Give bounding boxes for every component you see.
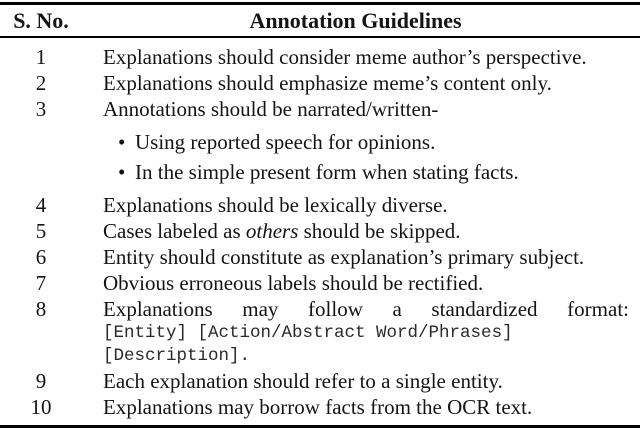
row-number: 7 <box>35 271 47 295</box>
table-row <box>0 44 640 70</box>
table-header-row <box>0 5 640 36</box>
header-guidelines: Annotation Guidelines <box>249 8 462 33</box>
bullet-icon: • <box>118 130 126 154</box>
row-number: 5 <box>35 219 47 243</box>
guideline-text: Each explanation should refer to a single entity. <box>103 369 503 393</box>
row-number: 1 <box>35 45 47 69</box>
table-body <box>0 38 640 425</box>
table-row <box>0 394 640 420</box>
bullet-text: In the simple present form when stating facts. <box>135 160 519 184</box>
guideline-text <box>82 96 640 192</box>
bullet-icon: • <box>118 160 126 184</box>
row-number: 10 <box>30 395 52 419</box>
guideline-text: Explanations may borrow facts from the OCR text. <box>103 395 533 419</box>
row-number: 8 <box>35 297 47 321</box>
guideline-text-line: Explanations may follow a standardized format: <box>103 297 629 321</box>
guideline-text-prefix: Cases labeled as <box>103 219 246 243</box>
row-number: 4 <box>35 193 47 217</box>
guideline-text: Explanations should emphasize meme’s content only. <box>103 71 552 95</box>
table-row <box>0 368 640 394</box>
table-row <box>0 296 640 368</box>
row-number: 2 <box>35 71 47 95</box>
bullet-item <box>103 159 629 185</box>
header-sno: S. No. <box>13 8 69 33</box>
bullet-item <box>103 129 629 155</box>
guideline-text: Obvious erroneous labels should be rectified. <box>103 271 484 295</box>
table-row <box>0 70 640 96</box>
table-row <box>0 244 640 270</box>
table-row <box>0 192 640 218</box>
guideline-text-italic: others <box>245 219 299 243</box>
annotation-guidelines-table <box>0 2 640 428</box>
bottom-rule <box>0 425 640 428</box>
bullet-text: Using reported speech for opinions. <box>135 130 436 154</box>
guideline-text: Explanations should consider meme author’s perspective. <box>103 45 587 69</box>
table-row <box>0 218 640 244</box>
row-number: 6 <box>35 245 47 269</box>
guideline-text: Entity should constitute as explanation’s primary subject. <box>103 245 585 269</box>
row-number: 3 <box>35 97 47 121</box>
format-code-line: [Description]. <box>103 346 251 366</box>
guideline-text-line: Annotations should be narrated/written- <box>103 97 439 121</box>
guideline-text <box>82 218 640 244</box>
table-row <box>0 96 640 192</box>
row-number: 9 <box>35 369 47 393</box>
format-code-line: [Entity] [Action/Abstract Word/Phrases] <box>103 323 513 343</box>
guideline-text: Explanations should be lexically diverse. <box>103 193 448 217</box>
table-row <box>0 270 640 296</box>
guideline-text <box>82 296 640 368</box>
bullet-list <box>103 129 629 185</box>
guideline-text-suffix: should be skipped. <box>298 219 461 243</box>
